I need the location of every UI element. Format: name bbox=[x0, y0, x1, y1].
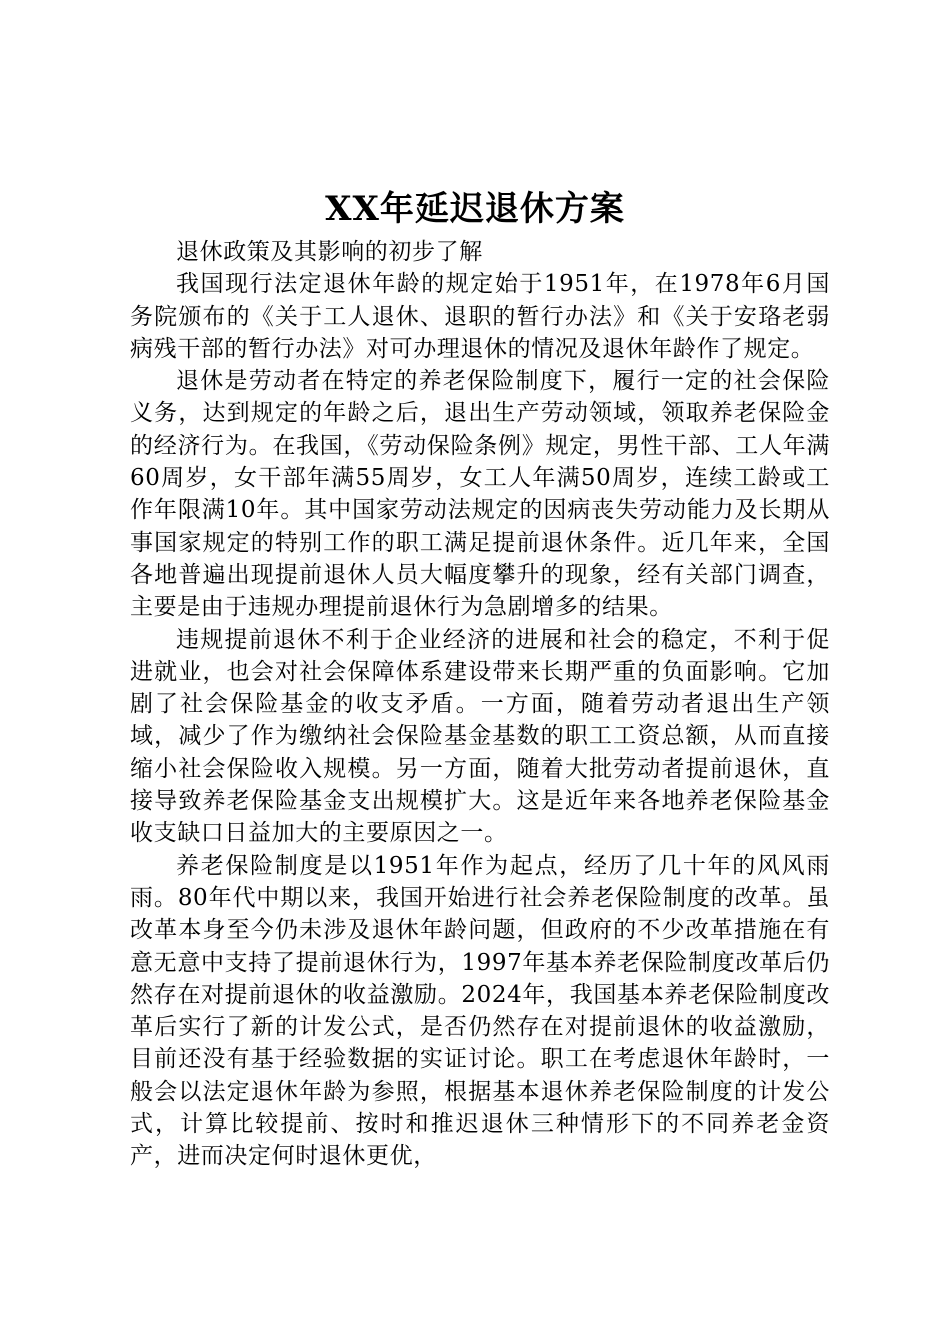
document-body bbox=[130, 236, 830, 1173]
subtitle-paragraph: 退休政策及其影响的初步了解 bbox=[176, 239, 483, 265]
document-title: XX年延迟退休方案 bbox=[325, 189, 625, 229]
paragraph-retirement-definition: 退休是劳动者在特定的养老保险制度下，履行一定的社会保险义务，达到规定的年龄之后，退出生产劳动领域，领取养老保险金的经济行为。在我国，《劳动保险条例》规定，男性干部、工人年满60周岁，女干部年满55周岁，女工人年满50周岁，连续工龄或工作年限满10年。其中国家劳动法规定的因病丧失劳动能力及长期从事国家规定的特别工作的职工满足提前退休条件。近几年来，全国各地普遍出现提前退休人员大幅度攀升的现象，经有关部门调查，主要是由于违规办理提前退休行为急剧增多的结果。 bbox=[130, 368, 830, 621]
paragraph-illegal-early-retirement: 违规提前退休不利于企业经济的进展和社会的稳定，不利于促进就业，也会对社会保障体系建设带来长期严重的负面影响。它加剧了社会保险基金的收支矛盾。一方面，随着劳动者退出生产领域，减少了作为缴纳社会保险基金基数的职工工资总额，从而直接缩小社会保险收入规模。另一方面，随着大批劳动者提前退休，直接导致养老保险基金支出规模扩大。这是近年来各地养老保险基金收支缺口日益加大的主要原因之一。 bbox=[130, 626, 830, 847]
paragraph-retirement-age-history: 我国现行法定退休年龄的规定始于1951年，在1978年6月国务院颁布的《关于工人退休、退职的暂行办法》和《关于安珞老弱病残干部的暂行办法》对可办理退休的情况及退休年龄作了规定。 bbox=[130, 271, 830, 362]
paragraph-pension-reform: 养老保险制度是以1951年作为起点，经历了几十年的风风雨雨。80年代中期以来，我国开始进行社会养老保险制度的改革。虽改革本身至今仍未涉及退休年龄问题，但政府的不少改革措施在有意无意中支持了提前退休行为，1997年基本养老保险制度改革后仍然存在对提前退休的收益激励。2024年，我国基本养老保险制度改革后实行了新的计发公式，是否仍然存在对提前退休的收益激励，目前还没有基于经验数据的实证讨论。职工在考虑退休年龄时，一般会以法定退休年龄为参照，根据基本退休养老保险制度的计发公式，计算比较提前、按时和推迟退休三种情形下的不同养老金资产，进而决定何时退休更优， bbox=[130, 852, 830, 1170]
